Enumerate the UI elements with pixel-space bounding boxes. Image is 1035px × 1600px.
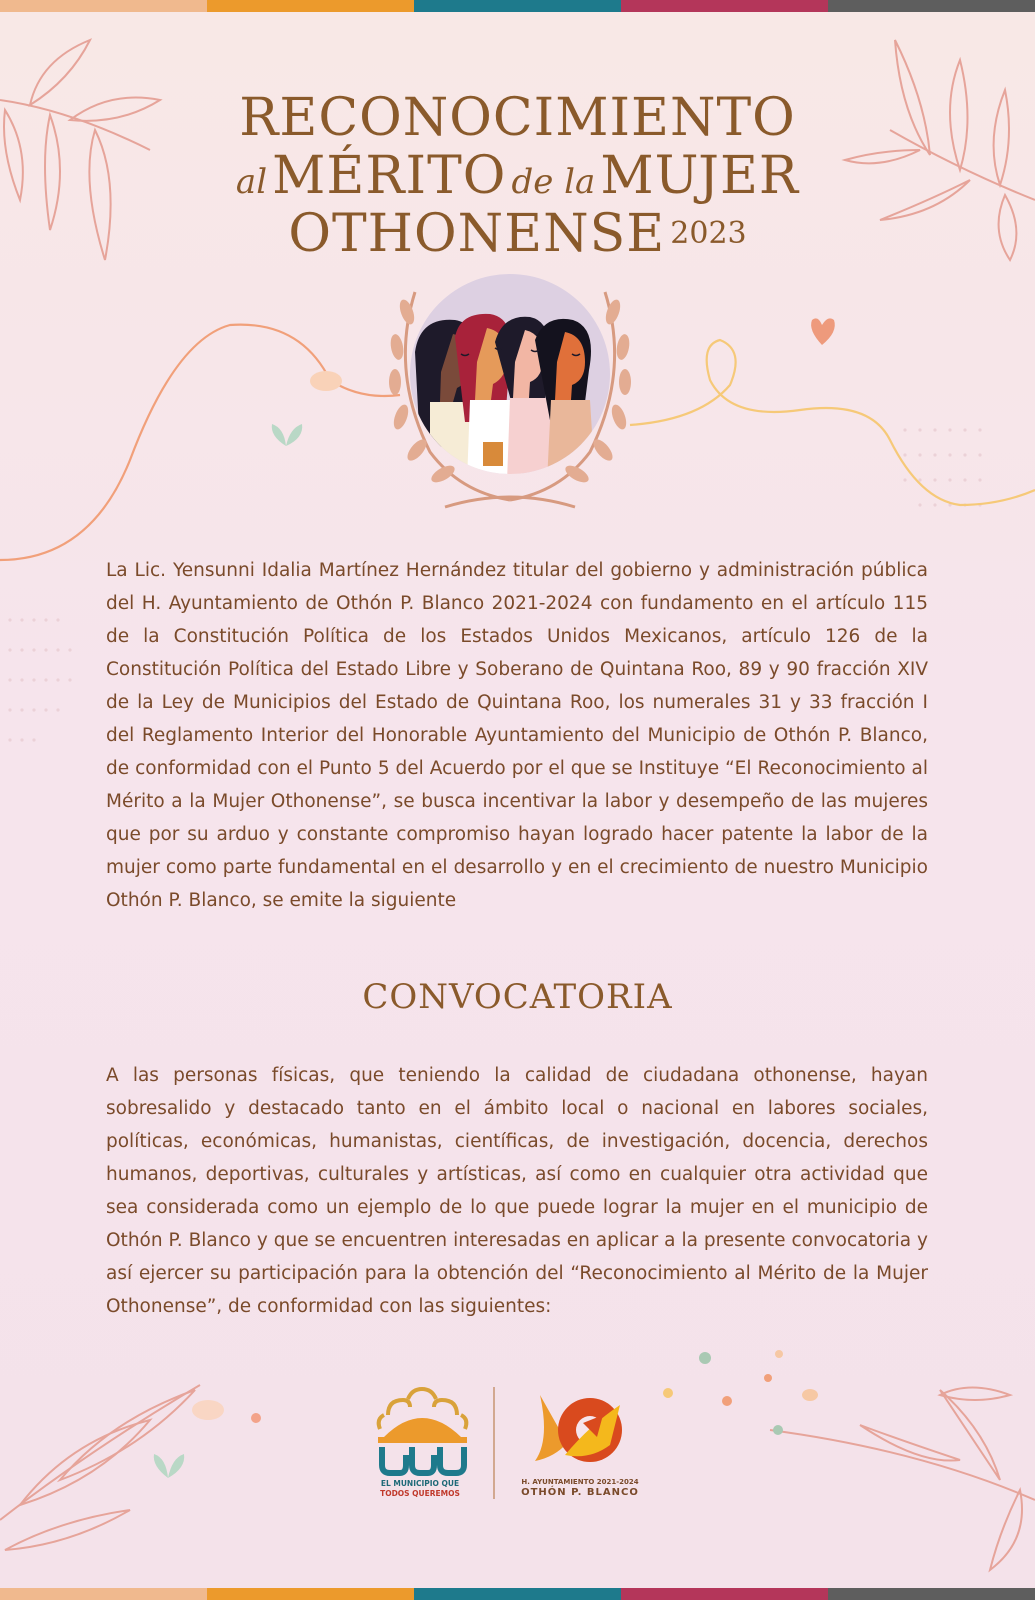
dot-pattern-right [903,428,981,506]
title-year: 2023 [670,216,747,251]
title-word: MÉRITO [272,146,507,206]
leaf-branch-bottom-left-icon [0,1385,200,1550]
heart-icon [811,318,835,345]
dot-pattern-left [8,618,71,741]
leaf-blob [310,371,342,391]
title-line-2 [0,146,1035,206]
women-profiles-laurel-icon [375,262,645,522]
leaf-branch-bottom-right-icon [770,1388,1035,1571]
logo-divider [493,1387,495,1499]
title-small-word: al [235,162,268,202]
title-line-3 [0,204,1035,264]
title-word: MUJER [600,146,800,206]
intro-paragraph: La Lic. Yensunni Idalia Martínez Hernández titular del gobierno y administración pública del H. Ayuntamiento de Othón P. Blanco 2021-2024 con fundamento en el artículo 115 de la Constitución Política de los Estados Unidos Mexicanos, artículo 126 de la Constitución Política del Estado Libre y Soberano de Quintana Roo, 89 y 90 fracción XIV de la Ley de Municipios del Estado de Quintana Roo, los numerales 31 y 33 fracción I del Reglamento Interior del Honorable Ayuntamiento del Municipio de Othón P. Blanco, de conformidad con el Punto 5 del Acuerdo por el que se Instituye “El Reconocimiento al Mérito a la Mujer Othonense”, se busca incentivar la labor y desempeño de las mujeres que por su arduo y constante compromiso hayan logrado hacer patente la labor de la mujer como parte fundamental en el desarrollo y en el crecimiento de nuestro Municipio Othón P. Blanco, se emite la siguiente [106,560,928,911]
title-small-word: de la [511,162,596,202]
title-word: OTHONENSE [288,204,666,264]
flowing-line-yellow [630,340,1035,505]
logo-a-line-2: TODOS QUEREMOS [380,1489,460,1498]
sprout-icon [272,424,302,446]
logo-a-line-1: EL MUNICIPIO QUE [380,1479,460,1488]
section-heading: CONVOCATORIA [362,977,673,1017]
flowing-line-coral [0,325,400,560]
call-paragraph: A las personas físicas, que teniendo la calidad de ciudadana othonense, hayan sobresalido y destacado tanto en el ámbito local o nacional en labores sociales, políticas, económicas, humanistas, científicas, de investigación, docencia, derechos humanos, deportivas, culturales y artísticas, así como en cualquier otra actividad que sea considerada como un ejemplo de lo que puede lograr la mujer en el municipio de Othón P. Blanco y que se encuentren interesadas en aplicar a la presente convocatoria y así ejercer su participación para la obtención del “Reconocimiento al Mérito de la Mujer Othonense”, de conformidad con las siguientes: [106,1065,928,1317]
title-word: RECONOCIMIENTO [239,88,796,148]
logo-b-line-1: H. AYUNTAMIENTO 2021-2024 [521,1478,639,1486]
logo-b-line-2: OTHÓN P. BLANCO [521,1487,639,1498]
title-line-1 [0,88,1035,148]
footer-logos [370,1385,670,1515]
sprout-icon [154,1454,184,1478]
